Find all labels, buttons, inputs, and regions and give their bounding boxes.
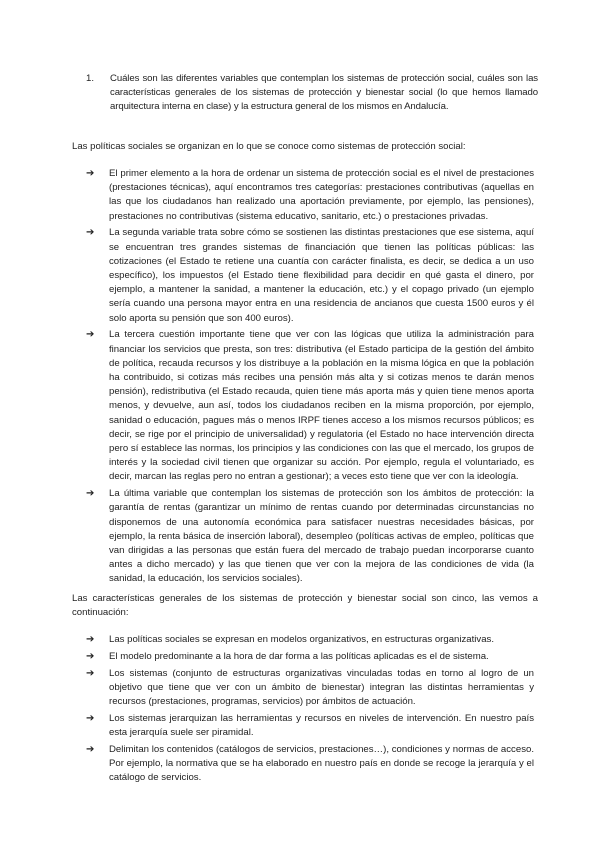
- list-item-text: Las políticas sociales se expresan en modelos organizativos, en estructuras organizativas.: [109, 634, 495, 645]
- list-item-text: La segunda variable trata sobre cómo se sostienen las distintas prestaciones que ese sistema, aquí se encuentran tres grandes sistemas de financiación que tienen las políticas públicas: las cotizaciones (el Estado te retiene una cuantía con carácter finalista, es decir, se dedica a un uso específico), los impuestos (el Estado tiene flexibilidad para decidir en qué gasta el dinero, por ejemplo, a mantener la sanidad, a mantener la educación, etc.) y el copago privado (un ejemplo sería cuando una persona mayor entra en una residencia de ancianos que cuesta 1500 euros y él solo aporta su pensión que son 400 euros).: [109, 227, 534, 324]
- list-item: [86, 712, 534, 740]
- list-item: [86, 743, 534, 786]
- arrow-bullet-icon: ➔: [86, 168, 95, 179]
- arrow-bullet-icon: ➔: [86, 667, 95, 679]
- arrow-bullet-icon: ➔: [86, 712, 95, 724]
- variables-list: [86, 167, 534, 589]
- list-item: [86, 328, 534, 484]
- arrow-bullet-icon: ➔: [86, 488, 95, 500]
- question-text: Cuáles son las diferentes variables que contemplan los sistemas de protección social, cuáles son las características generales de los sistemas de protección y bienestar social (lo que hemos llamado arquitectura interna en clase) y la estructura general de los mismos en Andalucía.: [110, 73, 538, 113]
- list-item-text: La tercera cuestión importante tiene que ver con las lógicas que utiliza la administración para financiar los servicios que presta, son tres: distributiva (el Estado participa de la gestión del ámbito de política, recauda recursos y los distribuye a la población en la misma lógica en que la población ha contribuido, si cotizas más recibes una pensión más alta y si cotizas menos te darán menos pensión), redistributiva (el Estado recauda, quien tiene más aporta más y quien tiene menos aporta menos, y devuelve, aun así, todos los ciudadanos reciben en la misma proporción, por ejemplo, sanidad o educación, pagues más o menos IRPF tienes acceso a los mismos recursos públicos; es decir, se rige por el principio de universalidad) y regulatoria (el Estado no hace intervención directa pero sí establece las normas, los principios y las condiciones con las que el mercado, los grupos de interés y la sociedad civil tienen que organizar su acción. Por ejemplo, regula el voluntariado, es decir, marcan las reglas pero no entran a gestionar); a veces esto tiene que ver con la ideología.: [109, 329, 534, 483]
- arrow-bullet-icon: ➔: [86, 634, 95, 645]
- list-item-text: El modelo predominante a la hora de dar forma a las políticas aplicadas es el de sistema.: [109, 650, 489, 662]
- arrow-bullet-icon: ➔: [86, 227, 95, 239]
- arrow-bullet-icon: ➔: [86, 329, 95, 341]
- list-item-text: Los sistemas (conjunto de estructuras organizativas vinculadas todas en torno al logro de un objetivo que tiene que ver con un ámbito de bienestar) integran las distintas herramientas y recursos (prestaciones, programas, servicios) por ámbitos de actuación.: [109, 667, 534, 707]
- list-item: [86, 487, 534, 586]
- list-item: [86, 667, 534, 710]
- arrow-bullet-icon: ➔: [86, 650, 95, 662]
- question-number: 1.: [86, 73, 95, 84]
- characteristics-intro: Las características generales de los sistemas de protección y bienestar social son cinco, las vemos a continuación:: [72, 593, 538, 619]
- intro-paragraph: Las políticas sociales se organizan en lo que se conoce como sistemas de protección social:: [72, 141, 466, 152]
- arrow-bullet-icon: ➔: [86, 743, 95, 755]
- list-item-text: Delimitan los contenidos (catálogos de servicios, prestaciones…), condiciones y normas de acceso. Por ejemplo, la normativa que se ha elaborado en nuestro país en donde se recoge la jerarquía y el catálogo de servicios.: [109, 743, 534, 784]
- list-item: [86, 633, 534, 647]
- list-item: [86, 650, 534, 664]
- list-item: [86, 167, 534, 224]
- question-item: [86, 72, 538, 115]
- list-item-text: La última variable que contemplan los sistemas de protección son los ámbitos de protección: la garantía de rentas (garantizar un mínimo de rentas cuando por determinadas circunstancias no disponemos de una autonomía económica para satisfacer nuestras necesidades básicas, por ejemplo, la renta básica de inserción laboral), desempleo (políticas activas de empleo, políticas que van dirigidas a las personas que están fuera del mercado de trabajo puedan incorporarse cuanto antes a dicho mercado) y las que tienen que ver con la mejora de las condiciones de vida (la sanidad, la educación, los servicios sociales).: [109, 488, 534, 585]
- list-item-text: Los sistemas jerarquizan las herramientas y recursos en niveles de intervención. En nuestro país esta jerarquía suele ser piramidal.: [109, 712, 534, 738]
- characteristics-list: [86, 633, 534, 788]
- list-item-text: El primer elemento a la hora de ordenar un sistema de protección social es el nivel de prestaciones (prestaciones técnicas), aquí encontramos tres categorías: prestaciones contributivas (aquellas en las que los ciudadanos han realizado una aportación previamente, por ejemplo, las pensiones), prestaciones no contributivas (sistema educativo, sanitario, etc.) o prestaciones privadas.: [109, 168, 534, 222]
- list-item: [86, 226, 534, 325]
